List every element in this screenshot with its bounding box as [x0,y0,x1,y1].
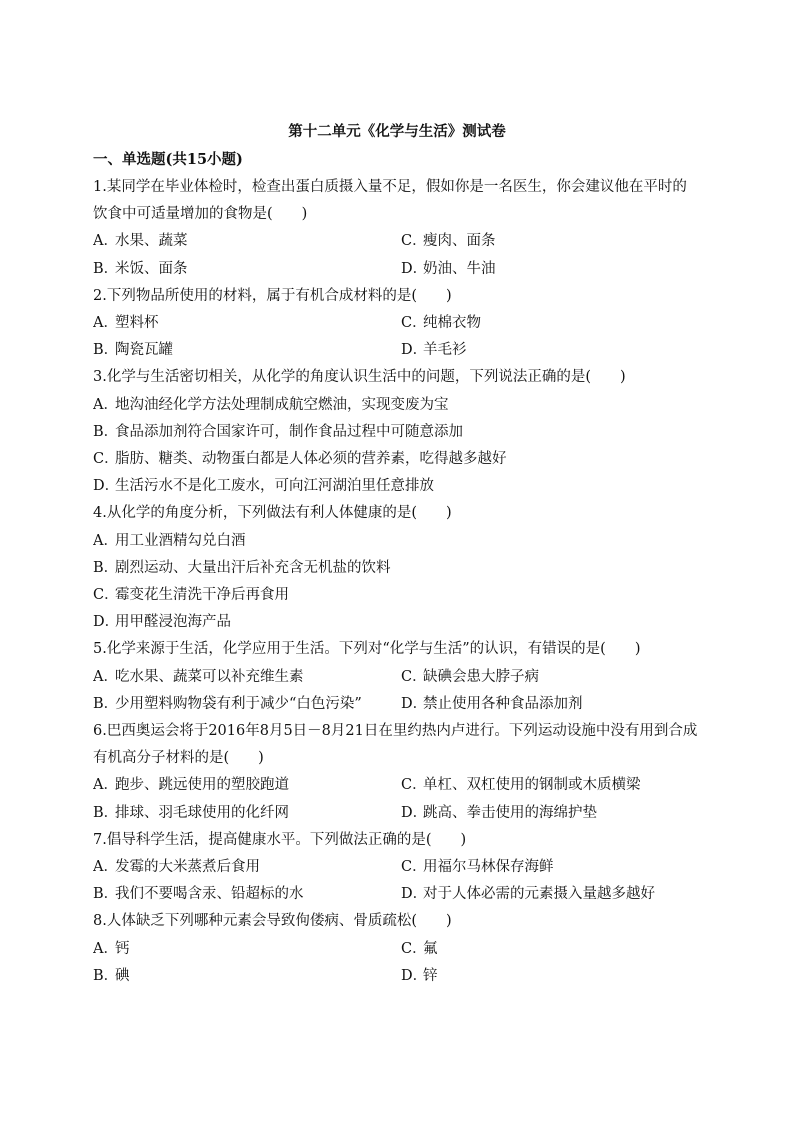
option [401,936,701,963]
option [93,446,701,473]
option-text: 禁止使用各种食品添加剂 [423,695,583,712]
section-heading: 一、单选题(共15小题) [93,151,243,168]
option-label: A． [93,532,118,549]
option-label: A． [93,777,118,794]
option [93,555,701,582]
option-label: C． [401,315,427,332]
options-list [93,528,701,637]
option-label: B． [93,260,119,277]
option-label: A． [93,315,118,332]
option-text: 脂肪、糖类、动物蛋白都是人体必须的营养素，吃得越多越好 [115,451,507,468]
option-label: D． [93,614,120,631]
option-text: 用福尔马林保存海鲜 [423,859,554,876]
option-label: D． [401,695,428,712]
options-list [93,392,701,501]
option [93,881,401,908]
option-label: D． [401,804,428,821]
question-stem: 7.倡导科学生活，提高健康水平。下列做法正确的是( ) [93,831,467,848]
option [93,609,701,636]
option [401,772,701,799]
option-text: 陶瓷瓦罐 [115,342,173,359]
question [93,500,701,636]
option [93,228,401,255]
question [93,827,701,909]
option-label: C． [401,668,427,685]
page-title: 第十二单元《化学与生活》测试卷 [288,123,506,140]
option-label: B． [93,423,119,440]
option [93,664,401,691]
option-text: 霉变花生清洗干净后再食用 [115,587,289,604]
option [401,854,701,881]
option [93,582,701,609]
option-label: D． [401,886,428,903]
option-label: C． [401,859,427,876]
option-text: 发霉的大米蒸煮后食用 [115,859,260,876]
question-stem: 8.人体缺乏下列哪种元素会导致佝偻病、骨质疏松( ) [93,913,452,930]
option [93,936,401,963]
option [93,963,401,990]
option-label: C． [401,940,427,957]
question-stem: 2.下列物品所使用的材料，属于有机合成材料的是( ) [93,287,452,304]
option-label: B． [93,695,119,712]
option-text: 地沟油经化学方法处理制成航空燃油，实现变废为宝 [115,396,449,413]
option-text: 碘 [115,967,130,984]
option-text: 氟 [423,940,438,957]
option [93,528,701,555]
options-grid [93,936,701,990]
option [93,337,401,364]
option [93,772,401,799]
option-text: 米饭、面条 [115,260,188,277]
option [401,881,701,908]
option-text: 跳高、拳击使用的海绵护垫 [423,804,597,821]
option-text: 食品添加剂符合国家许可，制作食品过程中可随意添加 [115,423,463,440]
option [93,800,401,827]
option [93,854,401,881]
option-label: A． [93,940,118,957]
option-label: D． [401,967,428,984]
option [93,392,701,419]
option [401,691,701,718]
option [401,228,701,255]
question-stem: 5.化学来源于生活，化学应用于生活。下列对“化学与生活”的认识，有错误的是( ) [93,641,641,658]
option [401,963,701,990]
question [93,283,701,365]
option [93,473,701,500]
question [93,718,701,827]
option [93,419,701,446]
option-label: B． [93,886,119,903]
option-text: 塑料杯 [115,315,159,332]
option-text: 纯棉衣物 [423,315,481,332]
question-stem: 1.某同学在毕业体检时，检查出蛋白质摄入量不足，假如你是一名医生，你会建议他在平时的饮食中可适量增加的食物是( ) [93,179,687,223]
option-text: 我们不要喝含汞、铅超标的水 [115,886,304,903]
options-grid [93,854,701,908]
option [401,337,701,364]
option-text: 用甲醛浸泡海产品 [115,614,231,631]
option-label: A． [93,396,118,413]
option-text: 对于人体必需的元素摄入量越多越好 [423,886,655,903]
option [401,310,701,337]
option-text: 生活污水不是化工废水，可向江河湖泊里任意排放 [115,478,434,495]
option-label: D． [93,478,120,495]
option-text: 单杠、双杠使用的钢制或木质横梁 [423,777,641,794]
option [401,664,701,691]
question-stem: 4.从化学的角度分析，下列做法有利人体健康的是( ) [93,505,452,522]
options-grid [93,664,701,718]
option [93,691,401,718]
option-text: 吃水果、蔬菜可以补充维生素 [115,668,304,685]
option-label: A． [93,668,118,685]
option-text: 少用塑料购物袋有利于减少“白色污染” [115,695,362,712]
question-stem: 3.化学与生活密切相关，从化学的角度认识生活中的问题，下列说法正确的是( ) [93,369,626,386]
question [93,908,701,990]
options-grid [93,310,701,364]
option [401,800,701,827]
option-label: C． [401,777,427,794]
option-label: B． [93,804,119,821]
option-text: 用工业酒精勾兑白酒 [115,532,246,549]
option-label: B． [93,967,119,984]
option-text: 水果、蔬菜 [115,233,188,250]
option-label: A． [93,859,118,876]
option-text: 奶油、牛油 [423,260,496,277]
option-text: 钙 [115,940,130,957]
question [93,174,701,283]
option-text: 瘦肉、面条 [423,233,496,250]
question [93,364,701,500]
options-grid [93,228,701,282]
option-text: 排球、羽毛球使用的化纤网 [115,804,289,821]
option-label: C． [401,233,427,250]
option-label: C． [93,587,119,604]
option-text: 缺碘会患大脖子病 [423,668,539,685]
option [93,256,401,283]
option [93,310,401,337]
question [93,636,701,718]
option-text: 锌 [423,967,438,984]
option-label: C． [93,451,119,468]
option-text: 剧烈运动、大量出汗后补充含无机盐的饮料 [115,559,391,576]
option-label: B． [93,559,119,576]
question-list [93,174,701,990]
option-label: A． [93,233,118,250]
option [401,256,701,283]
option-label: D． [401,342,428,359]
option-text: 跑步、跳远使用的塑胶跑道 [115,777,289,794]
options-grid [93,772,701,826]
question-stem: 6.巴西奥运会将于2016年8月5日－8月21日在里约热内卢进行。下列运动设施中没有用到合成有机高分子材料的是( ) [93,723,698,767]
option-text: 羊毛衫 [423,342,467,359]
option-label: D． [401,260,428,277]
option-label: B． [93,342,119,359]
